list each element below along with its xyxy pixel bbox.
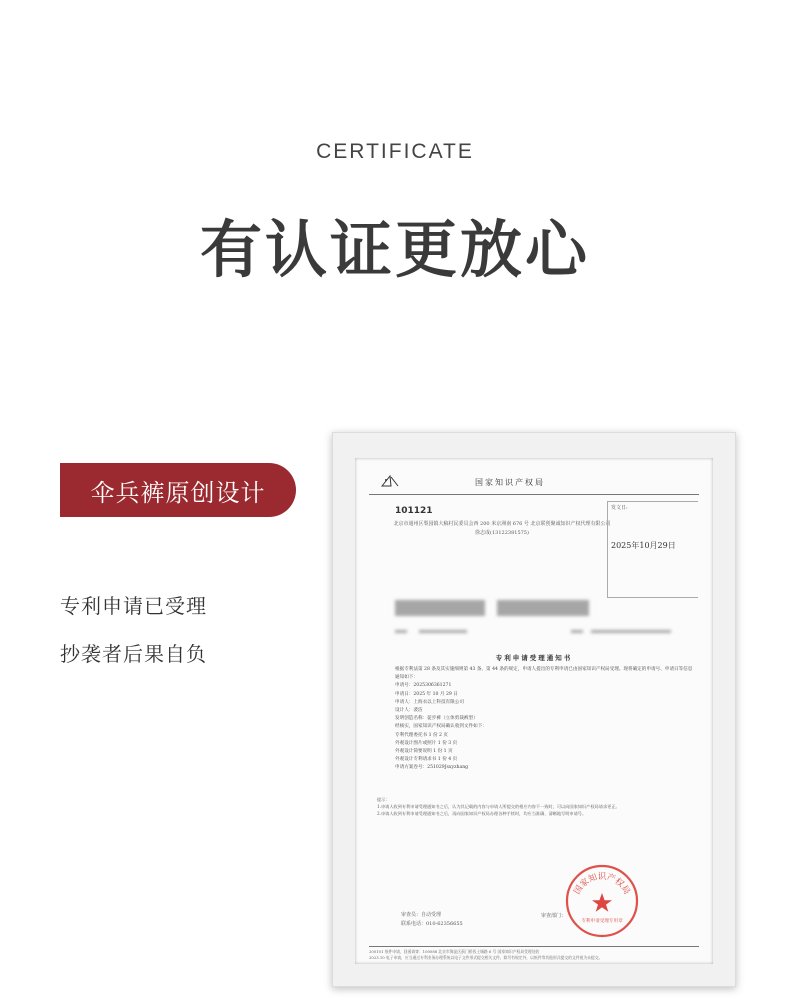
- eyebrow-title: CERTIFICATE: [316, 140, 474, 163]
- phone-text: 联系电话：010-62356655: [401, 921, 463, 927]
- examiner-text: 审查员：自动受理: [401, 912, 442, 918]
- field-line: 申请人：上海衣以上科技有限公司: [395, 699, 464, 705]
- cnipa-logo-icon: [381, 474, 399, 488]
- redacted-block: [395, 600, 485, 616]
- tip-line: 1.申请人收到专利申请受理通知书之后，认为其记载的内容与申请人所提交的相应内容不一致时，可以向国家知识产权局请求更正。: [377, 804, 620, 809]
- tip-line: 2.申请人收到专利申请受理通知书之后，再向国家知识产权局办理各种手续时，均应当准确、清晰地写明申请号。: [377, 811, 587, 816]
- redacted-block: [591, 630, 671, 633]
- certificate-frame: [332, 432, 736, 987]
- field-line: 外观设计专利请求书 1 份 4 页: [395, 757, 458, 763]
- redacted-block: [497, 600, 589, 616]
- address-text: 北京市通州区梨园镇大稿村民委员会西 200 米京洲南 676 号 北京联创聚诚知识产权代理有限公司: [393, 521, 611, 527]
- dept-text: 审查部门：: [541, 913, 567, 919]
- warning-line: 抄袭者后果自负: [60, 642, 207, 666]
- office-name: 国家知识产权局: [475, 478, 545, 487]
- date-label: 发文日:: [611, 505, 628, 511]
- mail-number: 101121: [395, 506, 433, 516]
- header-divider: [369, 494, 699, 495]
- redacted-block: [419, 630, 467, 633]
- examiner-info: [401, 911, 463, 929]
- agent-text: 徐志成(13122381575): [475, 530, 529, 536]
- field-line: 申请方案卷号：251029Jsxyzhang: [395, 765, 469, 771]
- field-line: 申请日：2025 年 10 月 29 日: [395, 691, 458, 697]
- brand-badge: [60, 463, 296, 517]
- tips-label: 提示：: [377, 797, 390, 802]
- notice-intro: 根据专利法第 28 条及其实施细则第 43 条、第 44 条的规定，申请人提出的专利申请已由国家知识产权局受理。现将确定的申请号、申请日等信息通知如下：: [395, 667, 693, 681]
- field-line: 专利代理委托书 1 份 2 页: [395, 732, 449, 738]
- official-seal-icon: [563, 862, 641, 940]
- recipient-address: [393, 520, 611, 538]
- field-line: 申请号：2025306361271: [395, 683, 452, 689]
- field-line: 设计人：裴洁: [395, 708, 423, 714]
- redacted-block: [395, 630, 407, 633]
- field-line: 发明创造名称：徒步裤（立体剪裁裤型）: [395, 716, 478, 722]
- redacted-block: [571, 630, 583, 633]
- notice-title: 专利申请受理通知书: [495, 654, 573, 662]
- headline: 有认证更放心: [199, 213, 590, 286]
- field-line: 外观设计简要说明 1 份 1 页: [395, 749, 453, 755]
- footer-line: 200101 纸件申请，回函请寄：100088 北京市海淀区蓟门桥西土城路 6 号 国家知识产权局受理处收: [369, 949, 540, 954]
- status-line: 专利申请已受理: [60, 594, 207, 618]
- field-line: 外观设计图片或照片 1 份 3 页: [395, 740, 458, 746]
- seal-text: 国家知识产权局: [572, 872, 632, 897]
- certificate-paper: [355, 458, 713, 964]
- brand-badge-label: 伞兵裤原创设计: [90, 478, 266, 507]
- date-value: 2025年10月29日: [611, 541, 676, 550]
- footer-line: 2023.10 电子申请，应当通过专利业务办理系统以电子文件形式提交相关文件。除另有规定外，以纸件等其他形式提交的文件视为未提交。: [369, 955, 603, 960]
- field-line: 经核实，国家知识产权局确认收到文件如下：: [395, 724, 487, 730]
- notice-body: [385, 666, 695, 773]
- notice-tips: [377, 796, 695, 817]
- svg-text:国家知识产权局: [572, 871, 631, 896]
- seal-subtext: 专利申请受理专用章: [581, 919, 623, 924]
- footer-divider: [369, 946, 699, 947]
- footer-notes: [369, 949, 699, 961]
